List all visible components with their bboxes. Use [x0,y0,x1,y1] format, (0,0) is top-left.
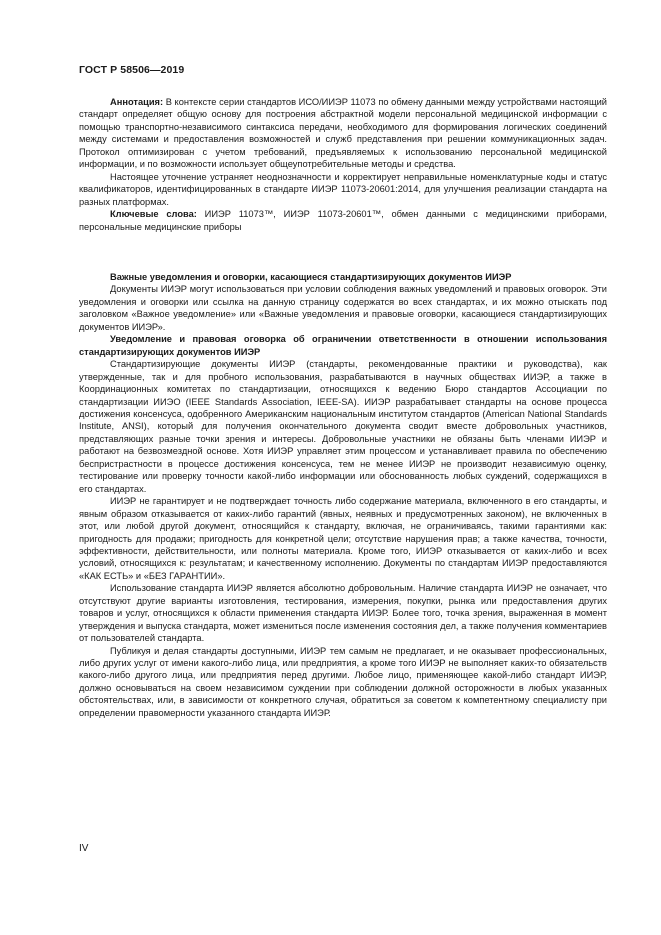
keywords-text: ИИЭР 11073™, ИИЭР 11073-20601™, обмен данными с медицинскими приборами, персональные медицинские приборы [79,209,607,232]
abstract-label: Аннотация: [110,97,164,107]
abstract-paragraph [79,96,607,171]
disclaimer-paragraph: Публикуя и делая стандарты доступными, ИИЭР тем самым не предлагает, и не оказывает профессиональных, либо других услуг от имени какого-либо лица, или предприятия, а кроме того ИИЭР не выполняет каких-то обязательств какого-либо другого лица, или предприятия перед другими. Любое лицо, применяющее какой-либо стандарт ИИЭР, должно основываться на своем независимом суждении при соблюдении должной осторожности в любых указанных обстоятельствах, или, в зависимости от конкретного случая, обратиться за советом к компетентному специалисту при определении правомерности указанного стандарта ИИЭР. [79,645,607,718]
keywords-paragraph [79,208,607,233]
notices-title: Важные уведомления и оговорки, касающиеся стандартизирующих документов ИИЭР [110,271,512,282]
disclaimer-subtitle: Уведомление и правовая оговорка об ограничении ответственности в отношении использования стандартизирующих документов ИИЭР [79,334,607,357]
page-header-standard-id: ГОСТ Р 58506—2019 [79,64,185,76]
document-body [79,96,607,719]
keywords-label: Ключевые слова: [110,209,197,220]
page-number: IV [79,843,89,854]
section-gap [79,233,607,271]
notices-intro: Документы ИИЭР могут использоваться при условии соблюдения важных уведомлений и правовых оговорок. Эти уведомления и оговорки или ссылка на данную страницу содержатся во всех стандартах, и их можно отыскать под заголовком «Важное уведомление» или «Важные уведомления и правовые оговорки, касающиеся стандартизирующих документов ИИЭР». [79,284,607,332]
disclaimer-paragraph: Стандартизирующие документы ИИЭР (стандарты, рекомендованные практики и руководства), как утвержденные, так и для пробного использования, разрабатываются в научных обществах ИИЭР, а также в Координационных комитетах по стандартизации, относящихся к ведению Бюро стандартов Ассоциации по стандартизации ИИЭО (IEEE Standards Association, IEEE-SA). ИИЭР разрабатывает стандарты на основе процесса достижения консенсуса, одобренного Американским национальным институтом стандартов (American National Standards Institute, ANSI), который для получения окончательного документа сводит вместе добровольных участников, представляющих разные точки зрения и интересы. Добровольные участники не обязаны быть членами ИИЭР и работают на безвозмездной основе. Хотя ИИЭР управляет этим процессом и устанавливает правила по обеспечению беспристрастности в процессе достижения консенсуса, тем не менее ИИЭР не производит независимую оценку, тестирование или проверку точности какой-либо информации или обоснованность любых суждений, содержащихся в его стандартах. [79,359,607,494]
disclaimer-paragraph: Использование стандарта ИИЭР является абсолютно добровольным. Наличие стандарта ИИЭР не означает, что отсутствуют другие варианты изготовления, тестирования, измерения, покупки, рынка или предоставления других товаров и услуг, относящихся к области применения стандарта ИИЭР. Более того, точка зрения, выраженная в момент утверждения и выпуска стандарта, может измениться после изменения состояния дел, а также получения комментариев от пользователей стандарта. [79,583,607,644]
correction-paragraph: Настоящее уточнение устраняет неоднозначности и корректирует неправильные номенклатурные коды и статус квалификаторов, идентифицированных в стандарте ИИЭР 11073-20601:2014, для улучшения реализации стандарта на разных платформах. [79,171,607,207]
abstract-text: В контексте серии стандартов ИСО/ИИЭР 11073 по обмену данными между устройствами настоящий стандарт определяет общую основу для построения абстрактной модели персональной медицинской информации с помощью транспортно-независимого синтаксиса передачи, необходимого для формирования логических соединений между системами и предоставления возможностей и служб представления при решении коммуникационных задач. Протокол оптимизирован с учетом требований, предъявляемых к использованию персональной медицинской информации, и по возможности использует общеупотребительные методы и средства. [79,97,607,170]
disclaimer-paragraph: ИИЭР не гарантирует и не подтверждает точность либо содержание материала, включенного в его стандарты, и явным образом отказывается от каких-либо гарантий (явных, неявных и предусмотренных законом), не включенных в этот, или любой другой документ, относящийся к стандарту, включая, не ограничиваясь, такими гарантиями как: пригодность для продажи; пригодность для конкретной цели; отсутствие нарушения прав; а также качества, точности, эффективности, действительности, или полноты материала. Кроме того, ИИЭР отказывается от каких-либо и всех условий, относящихся к: результатам; и качественному исполнению. Документы по стандартам ИИЭР предоставляются «КАК ЕСТЬ» и «БЕЗ ГАРАНТИИ». [79,496,607,581]
